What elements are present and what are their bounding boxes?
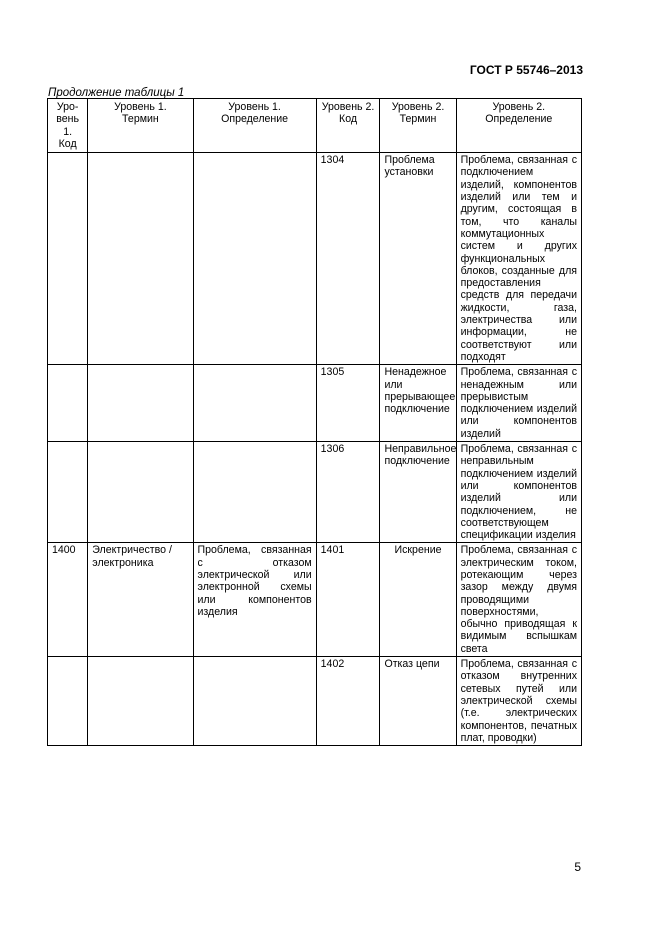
cell-level1-code: 1400: [48, 543, 88, 657]
header-level2-term: Уровень 2. Термин: [380, 99, 456, 153]
header-level1-definition: Уровень 1. Определение: [193, 99, 316, 153]
document-code: ГОСТ Р 55746–2013: [469, 63, 583, 77]
table-row: [48, 442, 582, 543]
cell-level2-code: 1306: [316, 442, 380, 543]
cell-level1-code: [48, 365, 88, 442]
table-row: [48, 153, 582, 365]
table-row: [48, 365, 582, 442]
cell-level1-definition: [193, 657, 316, 746]
header-level2-definition: Уровень 2. Определение: [456, 99, 581, 153]
cell-level2-term: Отказ цепи: [380, 657, 456, 746]
cell-level2-definition: Проблема, связанная с ненадежным или прерывистым подключением изделий или компонентов изделий: [456, 365, 581, 442]
cell-level1-term: [88, 442, 193, 543]
table-row: [48, 543, 582, 657]
cell-level2-code: 1402: [316, 657, 380, 746]
header-level1-term: Уровень 1. Термин: [88, 99, 193, 153]
cell-level2-code: 1401: [316, 543, 380, 657]
table-header-row: [48, 99, 582, 153]
cell-level1-term: [88, 153, 193, 365]
cell-level1-definition: Проблема, связанная с отказом электрической или электронной схемы или компонентов изделия: [193, 543, 316, 657]
cell-level1-definition: [193, 365, 316, 442]
page-number: 5: [574, 860, 581, 874]
cell-level1-code: [48, 657, 88, 746]
cell-level2-term: Ненадежное или прерывающее подключение: [380, 365, 456, 442]
cell-level2-definition: Проблема, связанная с подключением изделий, компонентов изделий или тем и другим, состоящая в том, что каналы коммутационных систем и других функциональных блоков, созданные для предоставления средств для передачи жидкости, газа, электричества или информации, не соответствуют или подходят: [456, 153, 581, 365]
cell-level1-code: [48, 153, 88, 365]
cell-level2-definition: Проблема, связанная с электрическим током, ротекающим через зазор между двумя проводящими поверхностями, обычно приводящая к видимым вспышкам света: [456, 543, 581, 657]
cell-level1-term: [88, 365, 193, 442]
cell-level1-definition: [193, 153, 316, 365]
table-row: [48, 657, 582, 746]
cell-level2-definition: Проблема, связанная с неправильным подключением изделий или компонентов изделий или подключением, не соответствующем спецификации изделия: [456, 442, 581, 543]
cell-level2-definition: Проблема, связанная с отказом внутренних сетевых путей или электрической схемы (т.е. электрических компонентов, печатных плат, проводки): [456, 657, 581, 746]
cell-level2-code: 1304: [316, 153, 380, 365]
cell-level1-term: Электричество / электроника: [88, 543, 193, 657]
cell-level1-term: [88, 657, 193, 746]
terms-table: [47, 98, 582, 746]
cell-level2-term: Искрение: [380, 543, 456, 657]
cell-level1-code: [48, 442, 88, 543]
table-caption: Продолжение таблицы 1: [48, 87, 185, 99]
cell-level2-term: Неправильное подключение: [380, 442, 456, 543]
cell-level1-definition: [193, 442, 316, 543]
cell-level2-code: 1305: [316, 365, 380, 442]
cell-level2-term: Проблема установки: [380, 153, 456, 365]
header-level1-code: Уро- вень 1. Код: [48, 99, 88, 153]
header-level2-code: Уровень 2. Код: [316, 99, 380, 153]
